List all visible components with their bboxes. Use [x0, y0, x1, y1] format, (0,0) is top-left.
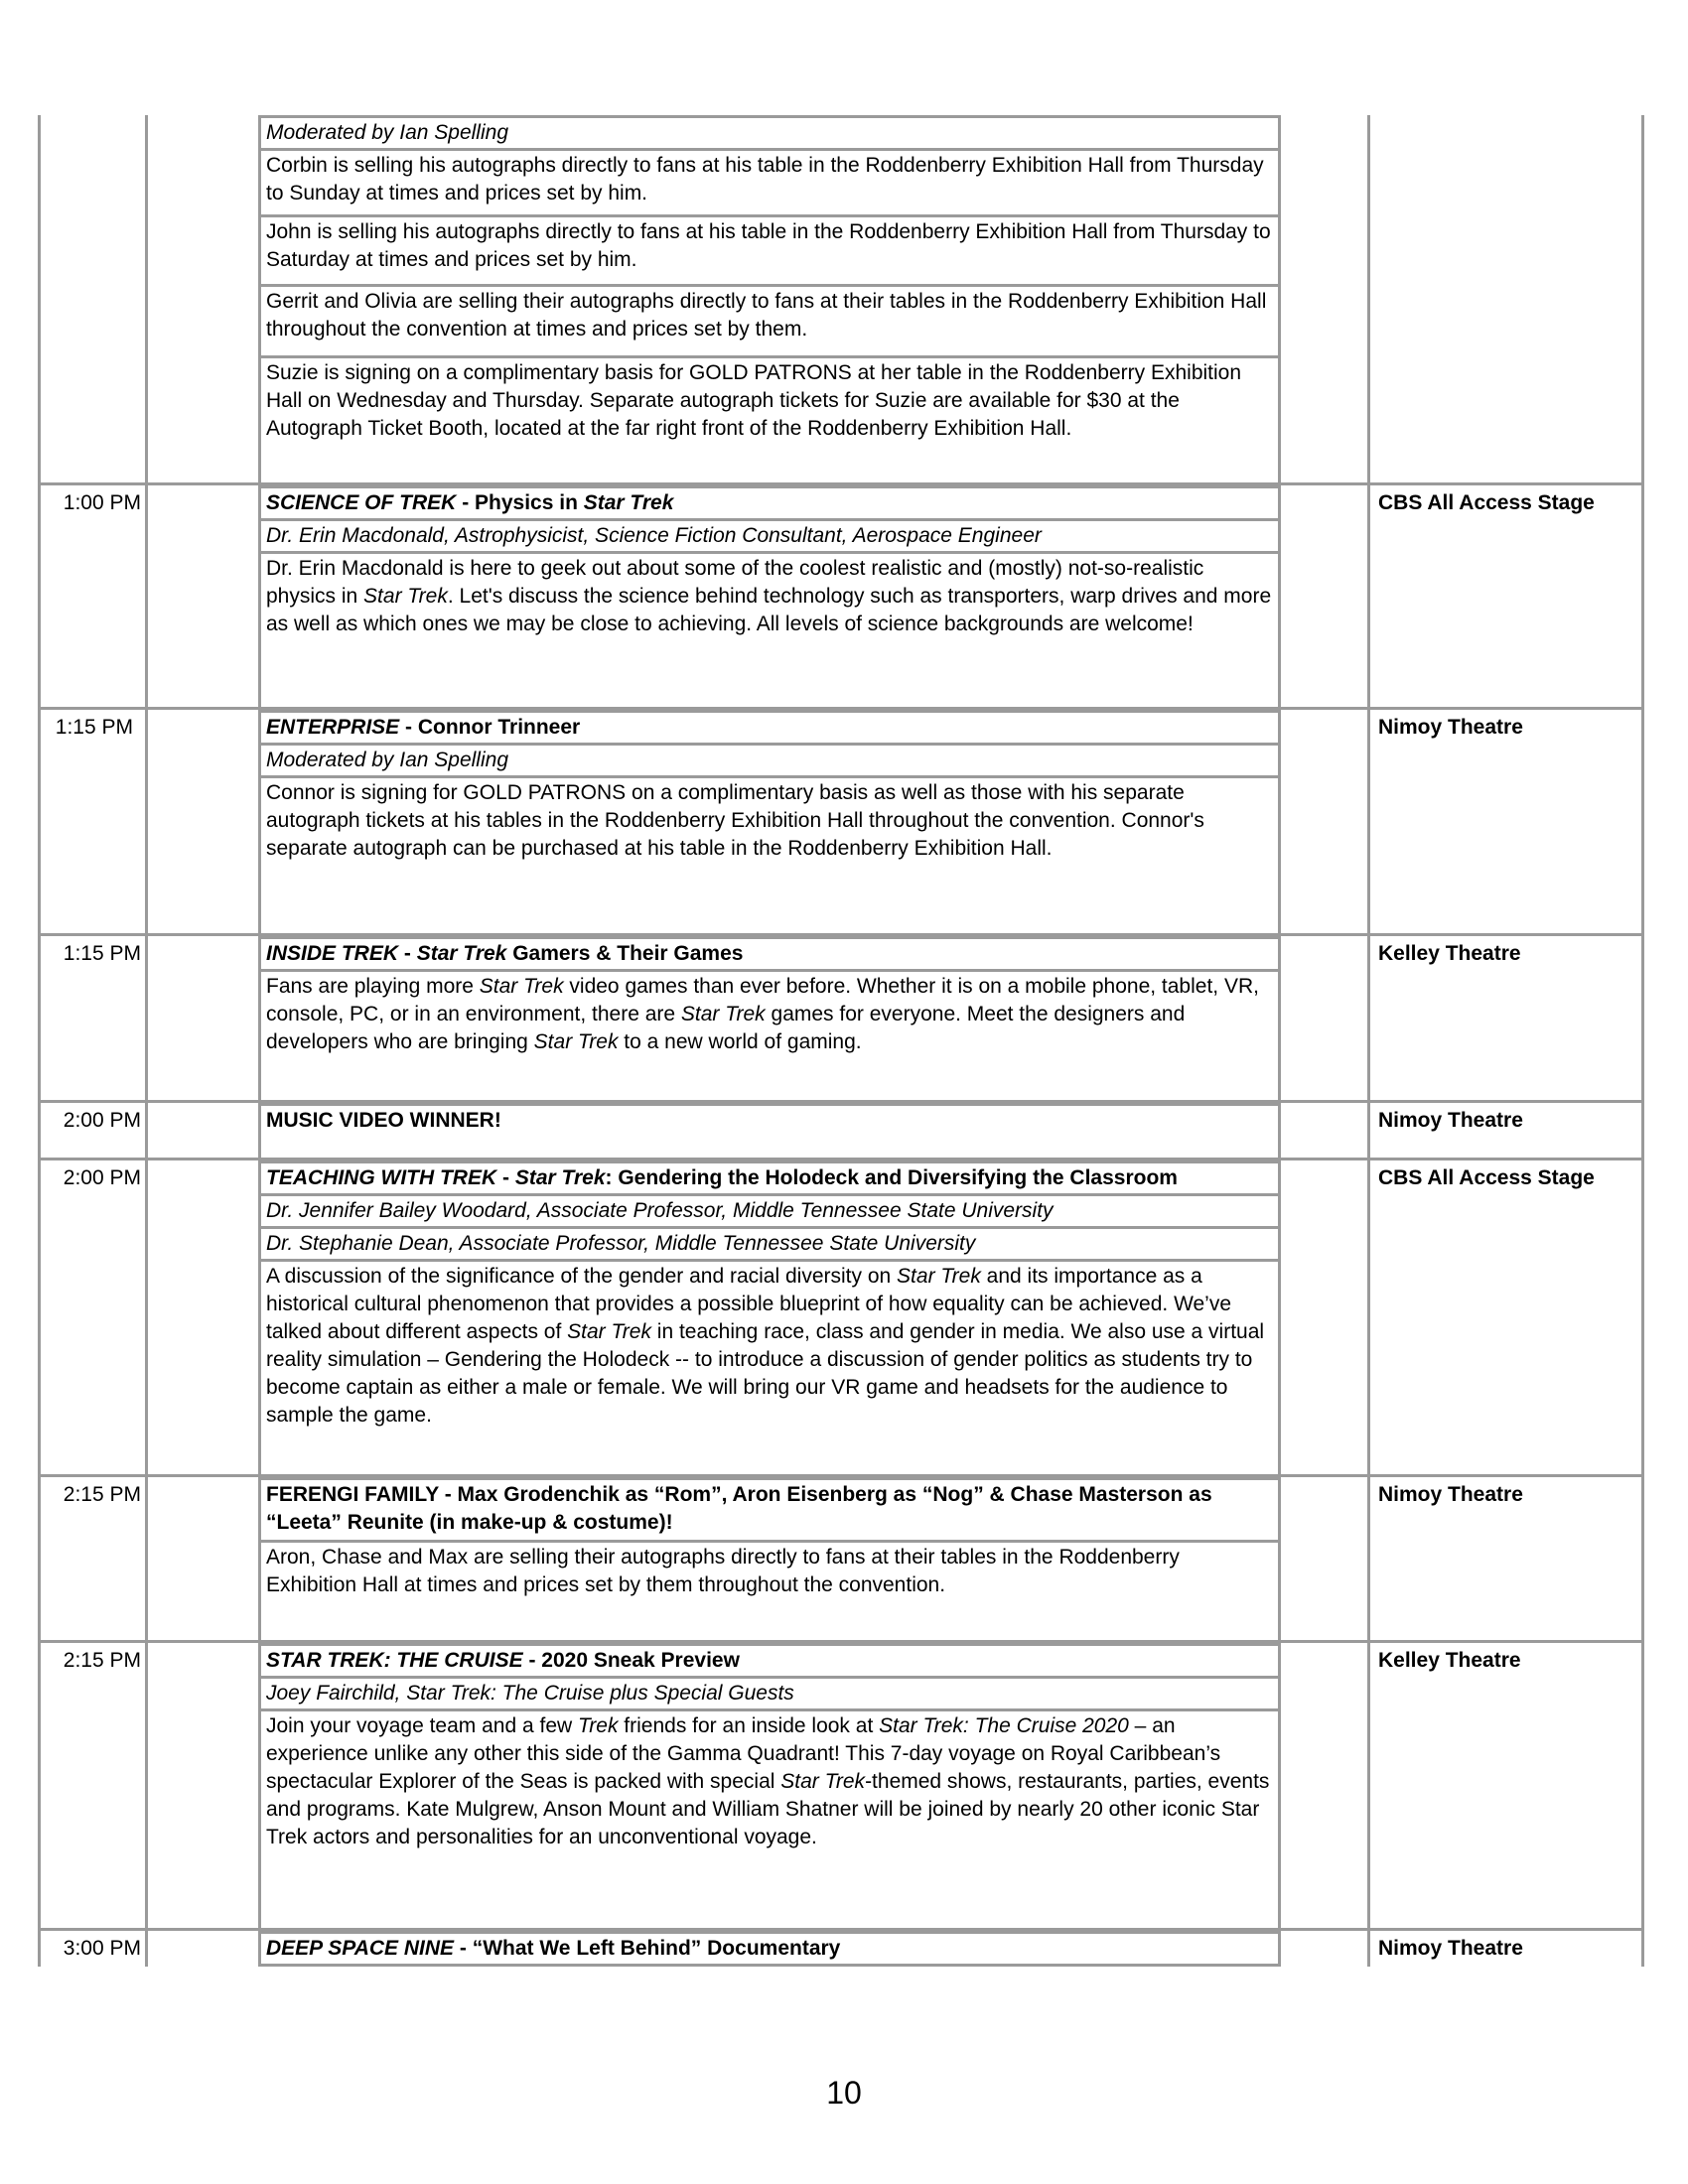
description: Dr. Erin Macdonald is here to geek out about some of the coolest realistic and (mostly) not-so-realistic physics in Star Trek. Let's discuss the science behind technology such as transporters, warp drives and more as well as which ones we may be close to achieving. All levels of science backgrounds are welcome!	[258, 551, 1281, 710]
session-title: TEACHING WITH TREK - Star Trek: Gendering the Holodeck and Diversifying the Classroom	[258, 1160, 1281, 1196]
description: Fans are playing more Star Trek video games than ever before. Whether it is on a mobile phone, tablet, VR, console, PC, or in an environment, there are Star Trek games for everyone. Meet the designers and developers who are bringing Star Trek to a new world of gaming.	[258, 969, 1281, 1103]
schedule-block	[38, 1643, 1644, 1931]
session-time: 2:00 PM	[63, 1109, 141, 1132]
session-title: MUSIC VIDEO WINNER!	[258, 1103, 1281, 1160]
session-room: Kelley Theatre	[1378, 942, 1521, 965]
session-time: 1:15 PM	[55, 716, 133, 739]
presenter-line: Joey Fairchild, Star Trek: The Cruise plus Special Guests	[258, 1676, 1281, 1711]
session-room: Nimoy Theatre	[1378, 716, 1523, 739]
session-title: DEEP SPACE NINE - “What We Left Behind” Documentary	[258, 1931, 1281, 1967]
description: Aron, Chase and Max are selling their autographs directly to fans at their tables in the Roddenberry Exhibition Hall at times and prices set by them throughout the convention.	[258, 1540, 1281, 1643]
schedule-block	[38, 710, 1644, 936]
session-time: 3:00 PM	[63, 1937, 141, 1960]
description: John is selling his autographs directly to fans at his table in the Roddenberry Exhibition Hall from Thursday to Saturday at times and prices set by him.	[258, 214, 1281, 287]
schedule-block	[38, 485, 1644, 710]
session-time: 2:00 PM	[63, 1166, 141, 1189]
page-number: 10	[826, 2075, 862, 2111]
description: Join your voyage team and a few Trek friends for an inside look at Star Trek: The Cruise 2020 – an experience unlike any other this side of the Gamma Quadrant! This 7-day voyage on Royal Caribbean’s spectacular Explorer of the Seas is packed with special Star Trek-themed shows, restaurants, parties, events and programs. Kate Mulgrew, Anson Mount and William Shatner will be joined by nearly 20 other iconic Star Trek actors and personalities for an unconventional voyage.	[258, 1708, 1281, 1931]
session-title: STAR TREK: THE CRUISE - 2020 Sneak Preview	[258, 1643, 1281, 1679]
description: Corbin is selling his autographs directly to fans at his table in the Roddenberry Exhibition Hall from Thursday to Sunday at times and prices set by him.	[258, 148, 1281, 217]
session-title: INSIDE TREK - Star Trek Gamers & Their Games	[258, 936, 1281, 972]
session-time: 1:15 PM	[63, 942, 141, 965]
session-room: Nimoy Theatre	[1378, 1483, 1523, 1506]
presenter-line: Dr. Jennifer Bailey Woodard, Associate Professor, Middle Tennessee State University	[258, 1193, 1281, 1229]
description: Connor is signing for GOLD PATRONS on a complimentary basis as well as those with his separate autograph tickets at his tables in the Roddenberry Exhibition Hall throughout the convention. Connor's separate autograph can be purchased at his table in the Roddenberry Exhibition Hall.	[258, 775, 1281, 936]
session-title: FERENGI FAMILY - Max Grodenchik as “Rom”, Aron Eisenberg as “Nog” & Chase Masterson as “Leeta” Reunite (in make-up & costume)!	[258, 1477, 1281, 1543]
description: A discussion of the significance of the gender and racial diversity on Star Trek and its importance as a historical cultural phenomenon that provides a possible blueprint of how equality can be achieved. We’ve talked about different aspects of Star Trek in teaching race, class and gender in media. We also use a virtual reality simulation – Gendering the Holodeck -- to introduce a discussion of gender politics as students try to become captain as either a male or female. We will bring our VR game and headsets for the audience to sample the game.	[258, 1259, 1281, 1477]
session-room: Nimoy Theatre	[1378, 1109, 1523, 1132]
session-title: SCIENCE OF TREK - Physics in Star Trek	[258, 485, 1281, 521]
schedule-block	[38, 1931, 1644, 1967]
description: Gerrit and Olivia are selling their autographs directly to fans at their tables in the Roddenberry Exhibition Hall throughout the convention at times and prices set by them.	[258, 284, 1281, 358]
schedule-block	[38, 1103, 1644, 1160]
session-room: Nimoy Theatre	[1378, 1937, 1523, 1960]
session-time: 1:00 PM	[63, 491, 141, 514]
schedule-block	[38, 936, 1644, 1103]
session-time: 2:15 PM	[63, 1649, 141, 1672]
session-room: Kelley Theatre	[1378, 1649, 1521, 1672]
description: Suzie is signing on a complimentary basis for GOLD PATRONS at her table in the Roddenberry Exhibition Hall on Wednesday and Thursday. Separate autograph tickets for Suzie are available for $30 at the Autograph Ticket Booth, located at the far right front of the Roddenberry Exhibition Hall.	[258, 355, 1281, 485]
session-time: 2:15 PM	[63, 1483, 141, 1506]
schedule-block	[38, 115, 1644, 485]
schedule-block	[38, 1160, 1644, 1477]
presenter-line: Dr. Stephanie Dean, Associate Professor, Middle Tennessee State University	[258, 1226, 1281, 1262]
session-room: CBS All Access Stage	[1378, 1166, 1595, 1189]
session-room: CBS All Access Stage	[1378, 491, 1595, 514]
moderator-line: Moderated by Ian Spelling	[258, 115, 1281, 151]
presenter-line: Dr. Erin Macdonald, Astrophysicist, Science Fiction Consultant, Aerospace Engineer	[258, 518, 1281, 554]
schedule-block	[38, 1477, 1644, 1643]
moderator-line: Moderated by Ian Spelling	[258, 743, 1281, 778]
session-title: ENTERPRISE - Connor Trinneer	[258, 710, 1281, 746]
